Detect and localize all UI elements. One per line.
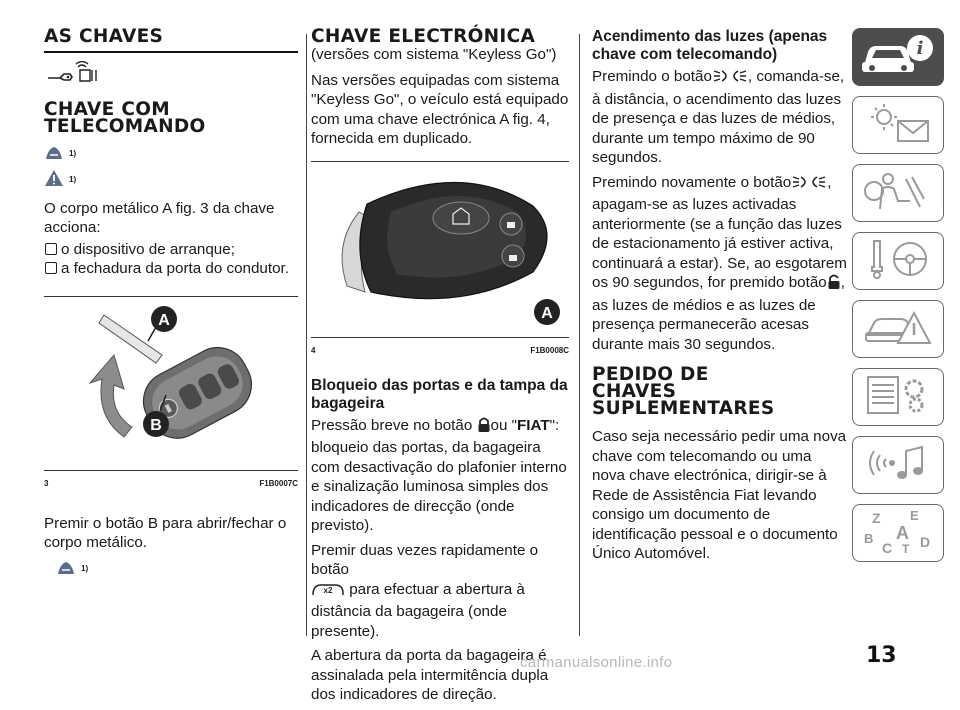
- paragraph-key-body: O corpo metálico A fig. 3 da chave acciona:: [44, 199, 275, 236]
- bullet-item: o dispositivo de arranque;: [44, 240, 298, 260]
- paragraph-trunk-signal: A abertura da porta da bagageira é assinalada pela intermitência dupla dos indicadores de direção.: [311, 647, 549, 703]
- section-title-pedido-chaves: PEDIDO DE CHAVES SUPLEMENTARES: [592, 364, 775, 419]
- key-signal-icon: [46, 61, 298, 89]
- figure-code: F1B0007C: [259, 479, 298, 488]
- column-2: [311, 28, 569, 710]
- callout-label-a: A: [541, 304, 553, 322]
- paragraph-lights-off: Premindo novamente o botão , apagam-se as luzes activadas anteriormente (se a função das luzes de estacionamento já estiver activa, continuará a estar). Se, ao esgotarem os 90 segundos, for premido botão , as luzes de médios e as luzes de presença permanecerão acesas durante mais 30 segundos.: [592, 173, 847, 353]
- alphabet-index-icon: [860, 507, 936, 560]
- tab-car-info[interactable]: [852, 28, 944, 86]
- tab-emergency[interactable]: [852, 300, 944, 358]
- svg-text:Z: Z: [872, 509, 881, 526]
- subheading-lights: Acendimento das luzes (apenas chave com telecomando): [592, 28, 828, 63]
- headlight-icon: [791, 174, 827, 196]
- figure-caption: [44, 474, 298, 494]
- svg-text:B: B: [864, 530, 874, 546]
- caution-icon: [44, 169, 64, 193]
- electronic-key-illustration: [311, 162, 569, 332]
- flip-key-illustration: [44, 297, 298, 465]
- hand-warning-icon: [44, 143, 64, 167]
- checkbox-bullet-icon: [45, 243, 57, 255]
- column-3: [592, 28, 847, 569]
- svg-text:T: T: [902, 541, 910, 555]
- figure-number: 3: [44, 479, 49, 488]
- paragraph-lights-on: Premindo o botão , comanda-se, à distância, o acendimento das luzes de presença e das luzes de médios, durante um tempo máximo de 90 segundos.: [592, 68, 845, 166]
- watermark: carmanualsonline.info: [520, 654, 673, 671]
- dashboard-lights-icon: [860, 101, 936, 150]
- section-title-chave-electronica: CHAVE ELECTRÓNICA: [311, 26, 536, 47]
- multimedia-icon: [860, 441, 936, 490]
- section-title-chave-telecomando: CHAVE COM TELECOMANDO: [44, 98, 206, 137]
- lock-icon: [477, 417, 491, 439]
- bullet-item: a fechadura da porta do condutor.: [44, 259, 298, 279]
- figure-4: [311, 161, 569, 361]
- warning-notice: [56, 558, 298, 582]
- key-steering-wheel-icon: [860, 237, 936, 286]
- headlight-icon: [712, 68, 748, 90]
- warning-notice: [44, 143, 298, 167]
- column-divider: [306, 34, 307, 636]
- paragraph-keyless: Nas versões equipadas com sistema "Keyless Go", o veículo está equipado com uma chave electrónica A fig. 4, fornecida em duplicado.: [311, 71, 569, 147]
- airbag-safety-icon: [860, 169, 936, 218]
- paragraph-button-b: Premir o botão B para abrir/fechar o corpo metálico.: [44, 514, 287, 551]
- unlock-icon: [827, 274, 841, 296]
- tab-multimedia[interactable]: [852, 436, 944, 494]
- tab-maintenance[interactable]: [852, 368, 944, 426]
- tab-safety[interactable]: [852, 164, 944, 222]
- column-divider: [579, 34, 580, 636]
- page-number: 13: [866, 643, 897, 668]
- tab-index[interactable]: [852, 504, 944, 562]
- subheading-locking: Bloqueio das portas e da tampa da bagageira: [311, 376, 568, 412]
- svg-text:i: i: [916, 37, 924, 59]
- svg-text:C: C: [882, 539, 893, 555]
- checkbox-bullet-icon: [45, 262, 57, 274]
- callout-label-b: B: [150, 416, 162, 434]
- maintenance-icon: [860, 373, 936, 422]
- fiat-label: FIAT: [517, 416, 550, 434]
- section-title-as-chaves: AS CHAVES: [44, 26, 164, 47]
- paragraph-trunk-button: Premir duas vezes rapidamente o botão x2 para efectuar a abertura à distância da bagageira (onde presente).: [311, 541, 539, 640]
- emergency-warning-icon: [860, 305, 936, 354]
- warning-ref: 1): [69, 148, 77, 158]
- callout-label-a: A: [158, 311, 170, 329]
- tab-dashboard-lights[interactable]: [852, 96, 944, 154]
- caution-notice: [44, 169, 298, 193]
- column-1: [44, 28, 298, 584]
- hand-warning-icon: [56, 558, 76, 582]
- trunk-x2-icon: [311, 581, 345, 603]
- svg-text:D: D: [920, 533, 931, 550]
- warning-ref: 1): [81, 563, 89, 573]
- paragraph-extra-keys: Caso seja necessário pedir uma nova chave com telecomando ou uma nova chave electrónica, dirigir-se à Rede de Assistência Fiat levando consigo um documento de identificação pessoal e o documento Único Automóvel.: [592, 428, 847, 562]
- paragraph-lock-button: Pressão breve no botão ou "FIAT": bloqueio das portas, da bagageira com desactivação do plafonier interno e sinalização luminosa simples dos indicadores de direcção (onde previsto).: [311, 416, 567, 534]
- figure-number: 4: [311, 346, 316, 355]
- chapter-tabs: [852, 28, 946, 572]
- tab-starting-driving[interactable]: [852, 232, 944, 290]
- figure-caption: [311, 341, 569, 361]
- keyless-note: (versões com sistema "Keyless Go"): [311, 46, 557, 63]
- car-info-icon: [858, 32, 938, 83]
- svg-text:A: A: [896, 522, 909, 543]
- figure-code: F1B0008C: [530, 346, 569, 355]
- svg-text:E: E: [910, 507, 919, 523]
- figure-3: [44, 296, 298, 494]
- caution-ref: 1): [69, 175, 77, 184]
- title-rule: [44, 51, 298, 53]
- svg-text:x2: x2: [323, 585, 333, 595]
